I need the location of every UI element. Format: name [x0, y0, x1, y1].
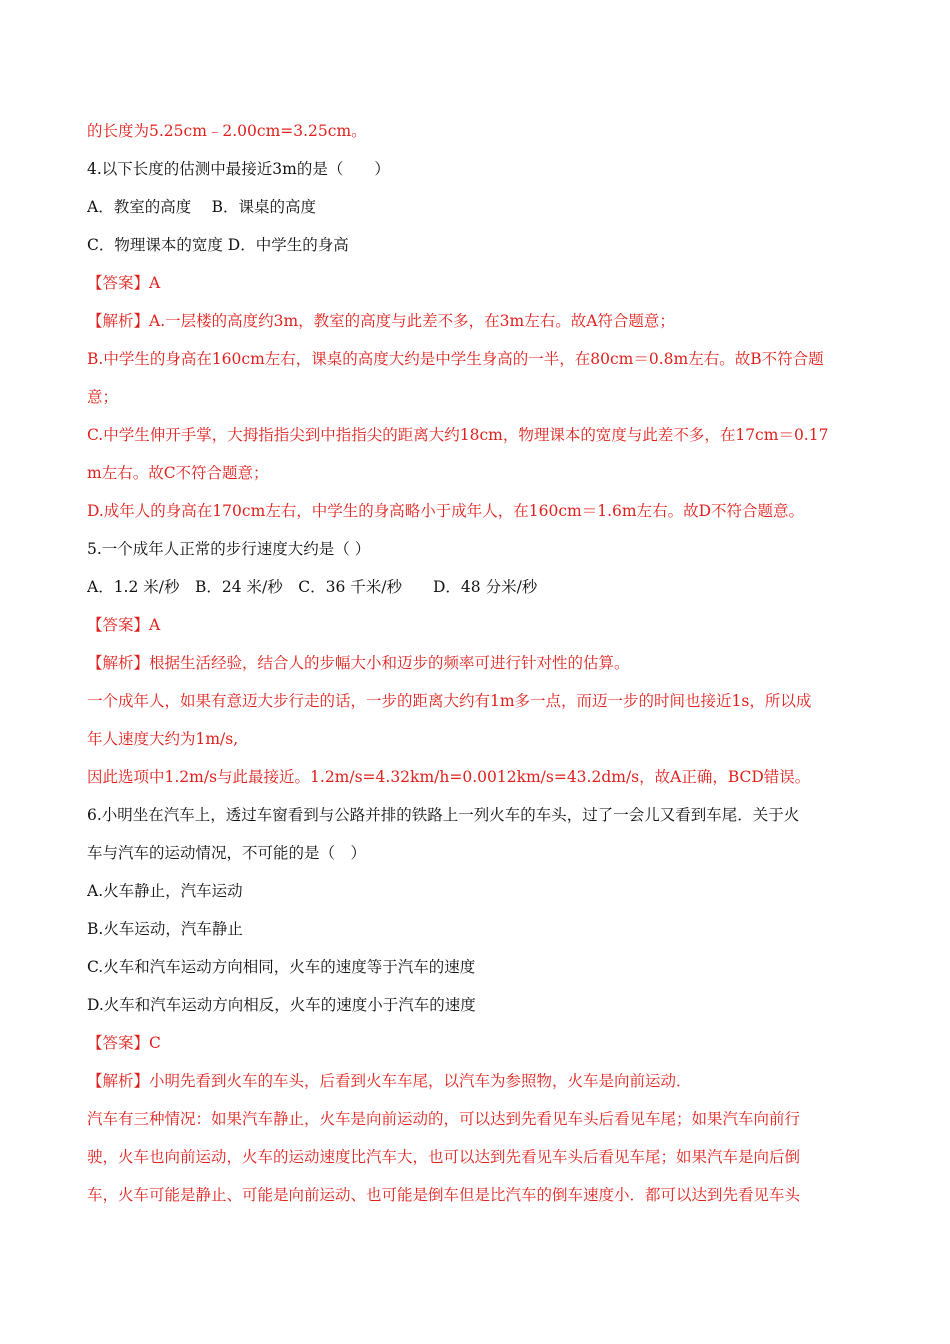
answer-4: 【答案】A	[87, 274, 161, 292]
analysis-6: 【解析】小明先看到火车的车头，后看到火车车尾，以汽车为参照物，火车是向前运动．	[87, 1072, 692, 1090]
text-line: 年人速度大约为1m/s,	[87, 730, 239, 748]
question-5: 5.一个成年人正常的步行速度大约是（ ）	[87, 540, 371, 558]
text-line: B.中学生的身高在160cm左右，课桌的高度大约是中学生身高的一半，在80cm＝0.8m左右。故B不符合题	[87, 350, 824, 368]
question-6-option-d: D.火车和汽车运动方向相反，火车的速度小于汽车的速度	[87, 996, 476, 1014]
text-line: D.成年人的身高在170cm左右，中学生的身高略小于成年人，在160cm＝1.6m左右。故D不符合题意。	[87, 502, 805, 520]
question-5-options: A．1.2 米/秒 B．24 米/秒 C．36 千米/秒 D．48 分米/秒	[87, 578, 538, 596]
answer-5: 【答案】A	[87, 616, 161, 634]
question-6-option-b: B.火车运动，汽车静止	[87, 920, 243, 938]
text-line: 车与汽车的运动情况，不可能的是（ ）	[87, 844, 367, 862]
text-line: m左右。故C不符合题意；	[87, 464, 269, 482]
answer-6: 【答案】C	[87, 1034, 161, 1052]
question-4-options-cd: C．物理课本的宽度 D．中学生的身高	[87, 236, 349, 254]
question-4-options-ab: A．教室的高度 B．课桌的高度	[87, 198, 317, 216]
analysis-5: 【解析】根据生活经验，结合人的步幅大小和迈步的频率可进行针对性的估算。	[87, 654, 630, 672]
text-line: 车，火车可能是静止、可能是向前运动、也可能是倒车但是比汽车的倒车速度小．都可以达到先看见车头	[87, 1186, 801, 1204]
question-6-option-c: C.火车和汽车运动方向相同，火车的速度等于汽车的速度	[87, 958, 476, 976]
question-6: 6.小明坐在汽车上，透过车窗看到与公路并排的铁路上一列火车的车头，过了一会儿又看到车尾．关于火	[87, 806, 800, 824]
question-6-option-a: A.火车静止，汽车运动	[87, 882, 243, 900]
text-line: C.中学生伸开手掌，大拇指指尖到中指指尖的距离大约18cm，物理课本的宽度与此差不多，在17cm＝0.17	[87, 426, 829, 444]
analysis-4: 【解析】A.一层楼的高度约3m，教室的高度与此差不多，在3m左右。故A符合题意；	[87, 312, 675, 330]
text-line: 的长度为5.25cm﹣2.00cm=3.25cm。	[87, 122, 367, 140]
text-line: 意；	[87, 388, 119, 406]
question-4: 4.以下长度的估测中最接近3m的是（ ）	[87, 160, 390, 178]
text-line: 一个成年人，如果有意迈大步行走的话，一步的距离大约有1m多一点，而迈一步的时间也接近1s，所以成	[87, 692, 812, 710]
text-line: 汽车有三种情况：如果汽车静止，火车是向前运动的，可以达到先看见车头后看见车尾；如果汽车向前行	[87, 1110, 801, 1128]
text-line: 驶，火车也向前运动，火车的运动速度比汽车大，也可以达到先看见车头后看见车尾；如果汽车是向后倒	[87, 1148, 801, 1166]
document-page	[87, 112, 867, 1214]
text-line: 因此选项中1.2m/s与此最接近。1.2m/s=4.32km/h=0.0012km/s=43.2dm/s，故A正确，BCD错误。	[87, 768, 811, 786]
